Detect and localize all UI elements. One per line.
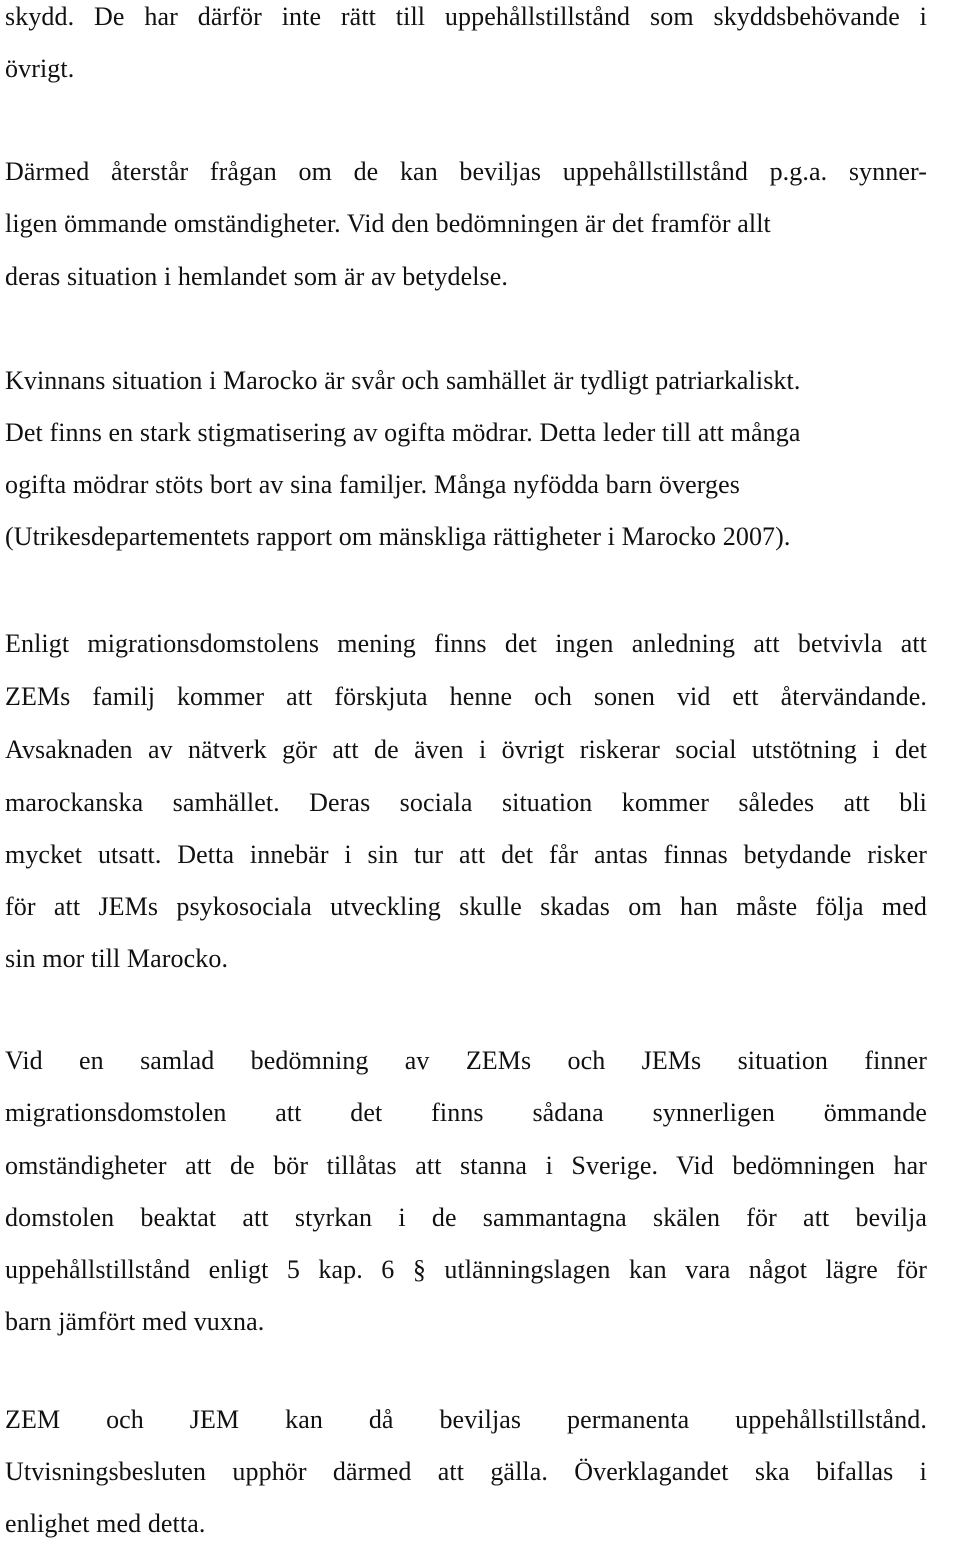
text-line: migrationsdomstolen att det finns sådana synnerligen ömmande — [5, 1098, 927, 1127]
text-line: enlighet med detta. — [5, 1509, 206, 1538]
text-line: ogifta mödrar stöts bort av sina familjer. Många nyfödda barn överges — [5, 470, 740, 499]
text-line: domstolen beaktat att styrkan i de sammantagna skälen för att bevilja — [5, 1203, 927, 1232]
text-line: Enligt migrationsdomstolens mening finns det ingen anledning att betvivla att — [5, 629, 927, 658]
text-line: ZEM och JEM kan då beviljas permanenta uppehållstillstånd. — [5, 1405, 927, 1434]
text-line: Avsaknaden av nätverk gör att de även i övrigt riskerar social utstötning i det — [5, 735, 927, 764]
text-line: ligen ömmande omständigheter. Vid den bedömningen är det framför allt — [5, 209, 771, 238]
text-line: skydd. De har därför inte rätt till uppehållstillstånd som skyddsbehövande i — [5, 2, 927, 31]
text-line: marockanska samhället. Deras sociala situation kommer således att bli — [5, 788, 927, 817]
text-line: deras situation i hemlandet som är av betydelse. — [5, 262, 508, 291]
text-line: Det finns en stark stigmatisering av ogifta mödrar. Detta leder till att många — [5, 418, 801, 447]
text-line: Vid en samlad bedömning av ZEMs och JEMs situation finner — [5, 1046, 927, 1075]
text-line: Därmed återstår frågan om de kan beviljas uppehållstillstånd p.g.a. synner- — [5, 157, 927, 186]
text-line: sin mor till Marocko. — [5, 944, 229, 973]
text-line: barn jämfört med vuxna. — [5, 1307, 265, 1336]
text-line: Kvinnans situation i Marocko är svår och samhället är tydligt patriarkaliskt. — [5, 366, 801, 395]
text-line: mycket utsatt. Detta innebär i sin tur att det får antas finnas betydande risker — [5, 840, 927, 869]
text-line: för att JEMs psykosociala utveckling skulle skadas om han måste följa med — [5, 892, 927, 921]
text-line: (Utrikesdepartementets rapport om mänskliga rättigheter i Marocko 2007). — [5, 522, 791, 551]
text-line: omständigheter att de bör tillåtas att stanna i Sverige. Vid bedömningen har — [5, 1151, 927, 1180]
text-line: övrigt. — [5, 54, 75, 83]
text-line: Utvisningsbesluten upphör därmed att gälla. Överklagandet ska bifallas i — [5, 1457, 927, 1486]
text-line: ZEMs familj kommer att förskjuta henne och sonen vid ett återvändande. — [5, 682, 927, 711]
text-line: uppehållstillstånd enligt 5 kap. 6 § utlänningslagen kan vara något lägre för — [5, 1255, 927, 1284]
